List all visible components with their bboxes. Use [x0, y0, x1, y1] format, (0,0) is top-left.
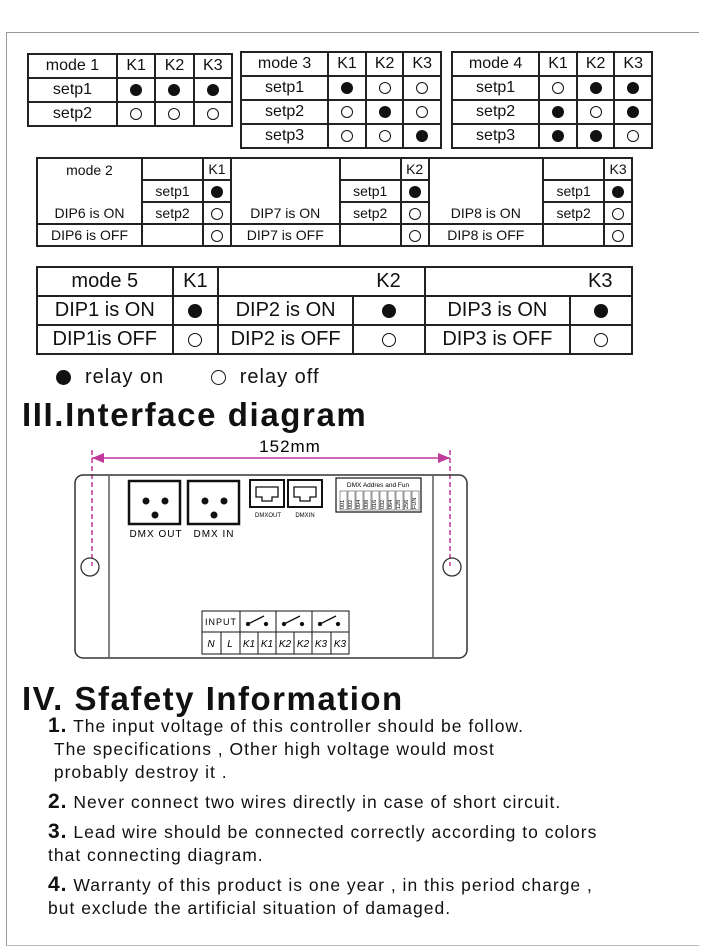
- col-k1: K1: [328, 52, 366, 76]
- col-k1: K1: [117, 54, 155, 78]
- relay-on-icon: [56, 370, 71, 385]
- item-text: but exclude the artificial situation of damaged.: [48, 898, 452, 918]
- rj-in-label: DMXIN: [295, 513, 315, 519]
- mode2-title: mode 2: [37, 158, 142, 180]
- rj45-in-port: [288, 480, 322, 507]
- mode5-table: [36, 266, 633, 355]
- row-setp3: setp3: [241, 124, 328, 148]
- row-setp2: setp2: [28, 102, 117, 126]
- terminal-label: K2: [278, 639, 292, 650]
- relay-off-icon: [207, 108, 219, 120]
- relay-on-icon: [552, 106, 564, 118]
- row-setp1: setp1: [340, 180, 401, 202]
- relay-off-icon: [211, 370, 226, 385]
- xlr-out-connector: [129, 481, 180, 524]
- row-setp1: setp1: [142, 180, 203, 202]
- item-text: Lead wire should be connected correctly according to colors: [73, 822, 598, 842]
- relay-off-icon: [379, 130, 391, 142]
- mode4-table: [451, 51, 653, 149]
- mode4-title: mode 4: [452, 52, 539, 76]
- col-k3: K3: [604, 158, 632, 180]
- safety-item: [48, 790, 597, 814]
- relay-on-icon: [416, 130, 428, 142]
- dip2-off-label: DIP2 is OFF: [218, 325, 353, 354]
- relay-off-icon: [612, 208, 624, 220]
- col-k3: K3: [194, 54, 232, 78]
- dmx-out-label: DMX OUT: [129, 529, 183, 540]
- relay-off-icon: [594, 333, 608, 347]
- relay-on-icon: [168, 84, 180, 96]
- item-number: 2.: [48, 790, 68, 813]
- dip6-on-label: DIP6 is ON: [37, 202, 142, 224]
- relay-on-icon: [409, 186, 421, 198]
- row-setp2: setp2: [543, 202, 604, 224]
- relay-on-icon: [130, 84, 142, 96]
- relay-on-icon: [552, 130, 564, 142]
- terminal-label: K2: [296, 639, 310, 650]
- terminal-label: K1: [260, 639, 274, 650]
- safety-list: [48, 714, 597, 926]
- relay-on-icon: [627, 106, 639, 118]
- item-text: probably destroy it .: [53, 762, 228, 782]
- row-setp2: setp2: [452, 100, 539, 124]
- relay-off-icon: [211, 208, 223, 220]
- relay-on-icon: [612, 186, 624, 198]
- dip-number-label: 008: [364, 499, 370, 509]
- col-k3: K3: [570, 267, 632, 296]
- relay-off-icon: [382, 333, 396, 347]
- relay-legend: [56, 366, 320, 389]
- xlr-in-connector: [188, 481, 239, 524]
- dip8-on-label: DIP8 is ON: [429, 202, 544, 224]
- row-setp1: setp1: [543, 180, 604, 202]
- relay-off-icon: [627, 130, 639, 142]
- row-setp1: setp1: [452, 76, 539, 100]
- safety-item: [48, 714, 597, 784]
- relay-off-icon: [416, 106, 428, 118]
- col-k3: K3: [403, 52, 441, 76]
- item-text: Warranty of this product is one year , in this period charge ,: [73, 875, 593, 895]
- mode3-title: mode 3: [241, 52, 328, 76]
- col-k3: K3: [614, 52, 652, 76]
- col-k1: K1: [203, 158, 231, 180]
- relay-off-icon: [130, 108, 142, 120]
- relay-on-icon: [188, 304, 202, 318]
- legend-off-label: relay off: [239, 366, 320, 388]
- relay-off-icon: [168, 108, 180, 120]
- dip3-off-label: DIP3 is OFF: [425, 325, 569, 354]
- relay-off-icon: [379, 82, 391, 94]
- terminal-label: N: [207, 639, 215, 650]
- row-setp2: setp2: [340, 202, 401, 224]
- item-text: that connecting diagram.: [48, 845, 264, 865]
- dip-number-label: 002: [348, 499, 354, 509]
- dip-number-label: 016: [372, 499, 378, 509]
- mode5-title: mode 5: [37, 267, 173, 296]
- relay-off-icon: [188, 333, 202, 347]
- dip-number-label: 032: [380, 499, 386, 509]
- row-setp3: setp3: [452, 124, 539, 148]
- item-text: The specifications , Other high voltage would most: [53, 739, 495, 759]
- row-setp2: setp2: [241, 100, 328, 124]
- row-setp1: setp1: [241, 76, 328, 100]
- dip-number-label: 256: [404, 499, 410, 509]
- relay-on-icon: [207, 84, 219, 96]
- mode1-title: mode 1: [28, 54, 117, 78]
- legend-on-label: relay on: [85, 366, 165, 388]
- mode1-table: [27, 53, 233, 127]
- relay-off-icon: [612, 230, 624, 242]
- safety-item: [48, 873, 597, 920]
- dip-switches: [340, 491, 419, 510]
- dip2-on-label: DIP2 is ON: [218, 296, 353, 325]
- mode3-table: [240, 51, 442, 149]
- mode2-table: [36, 157, 633, 247]
- mounting-hole-left: [81, 558, 99, 576]
- relay-off-icon: [552, 82, 564, 94]
- row-setp1: setp1: [28, 78, 117, 102]
- dip6-off-label: DIP6 is OFF: [37, 224, 142, 246]
- col-k2: K2: [401, 158, 429, 180]
- terminal-labels: [207, 639, 346, 650]
- relay-on-icon: [594, 304, 608, 318]
- dip-number-label: 064: [388, 499, 394, 509]
- relay-on-icon: [590, 130, 602, 142]
- dip1-on-label: DIP1 is ON: [37, 296, 173, 325]
- relay-on-icon: [382, 304, 396, 318]
- dip3-on-label: DIP3 is ON: [425, 296, 569, 325]
- dip1-off-label: DIP1is OFF: [37, 325, 173, 354]
- item-number: 3.: [48, 820, 68, 843]
- relay-off-icon: [416, 82, 428, 94]
- dmx-in-label: DMX IN: [193, 529, 235, 540]
- relay-on-icon: [211, 186, 223, 198]
- col-k2: K2: [366, 52, 404, 76]
- item-text: Never connect two wires directly in case of short circuit.: [73, 792, 562, 812]
- width-label: 152mm: [259, 437, 321, 456]
- item-number: 1.: [48, 714, 68, 737]
- relay-on-icon: [627, 82, 639, 94]
- terminal-label: K3: [333, 639, 347, 650]
- relay-off-icon: [341, 130, 353, 142]
- item-number: 4.: [48, 873, 68, 896]
- col-k2: K2: [577, 52, 615, 76]
- dip7-on-label: DIP7 is ON: [231, 202, 340, 224]
- dip7-off-label: DIP7 is OFF: [231, 224, 340, 246]
- safety-item: [48, 820, 597, 867]
- relay-on-icon: [590, 82, 602, 94]
- row-setp2: setp2: [142, 202, 203, 224]
- interface-diagram: [0, 430, 706, 670]
- relay-off-icon: [409, 230, 421, 242]
- relay-on-icon: [379, 106, 391, 118]
- dip8-off-label: DIP8 is OFF: [429, 224, 544, 246]
- col-k2: K2: [353, 267, 425, 296]
- rj45-out-port: [250, 480, 284, 507]
- rj-out-label: DMXOUT: [255, 513, 281, 519]
- item-text: The input voltage of this controller should be follow.: [73, 716, 524, 736]
- relay-off-icon: [341, 106, 353, 118]
- input-label: INPUT: [205, 617, 237, 627]
- mounting-hole-right: [443, 558, 461, 576]
- terminal-label: L: [227, 639, 233, 650]
- col-k2: K2: [155, 54, 193, 78]
- col-k1: K1: [173, 267, 219, 296]
- dip-number-label: FUN: [412, 497, 418, 509]
- terminal-label: K1: [242, 639, 256, 650]
- relay-off-icon: [590, 106, 602, 118]
- dip-title: DMX Addres and Fun: [346, 482, 410, 489]
- terminal-label: K3: [314, 639, 328, 650]
- safety-heading: IV. Sfafety Information: [22, 680, 404, 717]
- dip-number-label: 001: [340, 499, 346, 509]
- col-k1: K1: [539, 52, 577, 76]
- interface-heading: III.Interface diagram: [22, 396, 368, 433]
- relay-on-icon: [341, 82, 353, 94]
- relay-off-icon: [409, 208, 421, 220]
- relay-off-icon: [211, 230, 223, 242]
- dip-number-label: 004: [356, 499, 362, 509]
- dip-number-label: 128: [396, 499, 402, 509]
